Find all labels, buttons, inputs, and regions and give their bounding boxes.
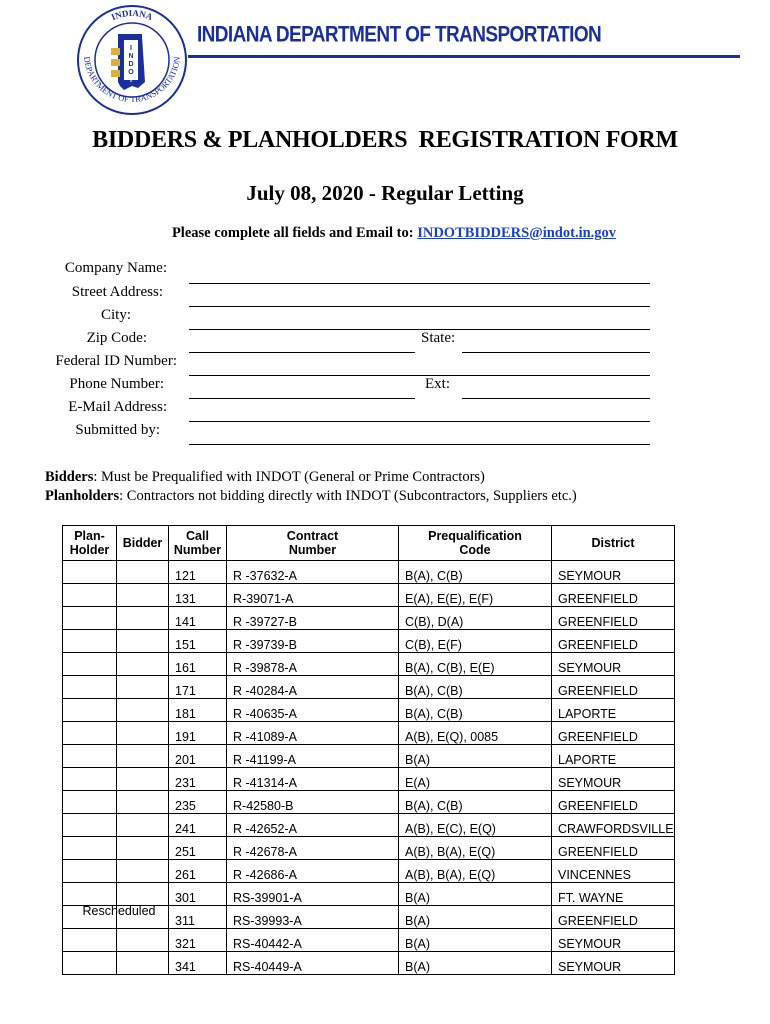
prequal-code-cell: B(A), C(B) bbox=[399, 676, 552, 699]
bidder-checkbox[interactable] bbox=[117, 699, 169, 722]
table-row bbox=[63, 860, 675, 883]
col-bidder: Bidder bbox=[117, 526, 169, 561]
state-field[interactable] bbox=[462, 352, 650, 353]
bidder-checkbox[interactable] bbox=[117, 883, 169, 906]
street-field[interactable] bbox=[189, 306, 650, 307]
table-header-row bbox=[63, 526, 675, 561]
bidder-checkbox[interactable] bbox=[117, 929, 169, 952]
bidder-checkbox[interactable] bbox=[117, 676, 169, 699]
prequal-code-cell: B(A) bbox=[399, 952, 552, 975]
prequal-code-cell: A(B), E(C), E(Q) bbox=[399, 814, 552, 837]
svg-text:O: O bbox=[128, 69, 134, 76]
prequal-code-cell: C(B), D(A) bbox=[399, 607, 552, 630]
call-number-cell: 231 bbox=[169, 768, 227, 791]
planholder-checkbox[interactable] bbox=[63, 722, 117, 745]
call-number-cell: 161 bbox=[169, 653, 227, 676]
bidders-label: Bidders bbox=[45, 469, 94, 485]
district-cell: SEYMOUR bbox=[552, 653, 675, 676]
prequal-code-cell: B(A), C(B) bbox=[399, 791, 552, 814]
planholder-checkbox[interactable] bbox=[63, 630, 117, 653]
district-cell: FT. WAYNE bbox=[552, 883, 675, 906]
prequal-code-cell: B(A) bbox=[399, 906, 552, 929]
col-contract-number: Contract Number bbox=[227, 526, 399, 561]
table-row bbox=[63, 768, 675, 791]
table-row bbox=[63, 584, 675, 607]
zip-field[interactable] bbox=[189, 352, 415, 353]
ext-field[interactable] bbox=[462, 398, 650, 399]
call-number-cell: 191 bbox=[169, 722, 227, 745]
call-number-cell: 321 bbox=[169, 929, 227, 952]
prequal-code-cell: A(B), B(A), E(Q) bbox=[399, 860, 552, 883]
call-number-cell: 181 bbox=[169, 699, 227, 722]
prequal-code-cell: B(A) bbox=[399, 745, 552, 768]
table-row bbox=[63, 883, 675, 906]
bidder-checkbox[interactable] bbox=[117, 952, 169, 975]
district-cell: GREENFIELD bbox=[552, 607, 675, 630]
svg-text:D: D bbox=[128, 61, 134, 68]
district-cell: SEYMOUR bbox=[552, 929, 675, 952]
call-number-cell: 301 bbox=[169, 883, 227, 906]
svg-text:T: T bbox=[128, 77, 134, 84]
contract-number-cell: R-42580-B bbox=[227, 791, 399, 814]
call-number-cell: 131 bbox=[169, 584, 227, 607]
bidder-checkbox[interactable] bbox=[117, 860, 169, 883]
call-number-cell: 235 bbox=[169, 791, 227, 814]
planholder-checkbox[interactable] bbox=[63, 561, 117, 584]
contract-number-cell: R -39727-B bbox=[227, 607, 399, 630]
bidder-checkbox[interactable] bbox=[117, 607, 169, 630]
district-cell: GREENFIELD bbox=[552, 906, 675, 929]
prequal-code-cell: B(A) bbox=[399, 929, 552, 952]
bidders-text: : Must be Prequalified with INDOT (General or Prime Contractors) bbox=[93, 469, 485, 485]
bidder-checkbox[interactable] bbox=[117, 561, 169, 584]
city-field[interactable] bbox=[189, 329, 650, 330]
submitted-by-field[interactable] bbox=[189, 444, 650, 445]
call-number-cell: 241 bbox=[169, 814, 227, 837]
contract-number-cell: RS-40442-A bbox=[227, 929, 399, 952]
planholders-text: : Contractors not bidding directly with INDOT (Subcontractors, Suppliers etc.) bbox=[119, 488, 577, 504]
call-number-cell: 171 bbox=[169, 676, 227, 699]
col-district: District bbox=[552, 526, 675, 561]
contract-number-cell: R -41199-A bbox=[227, 745, 399, 768]
prequal-code-cell: B(A) bbox=[399, 883, 552, 906]
header-rule bbox=[188, 55, 740, 58]
bidder-checkbox[interactable] bbox=[117, 791, 169, 814]
contract-number-cell: R -37632-A bbox=[227, 561, 399, 584]
district-cell: LAPORTE bbox=[552, 745, 675, 768]
contract-number-cell: R -42686-A bbox=[227, 860, 399, 883]
planholder-checkbox[interactable] bbox=[63, 837, 117, 860]
planholder-checkbox[interactable] bbox=[63, 883, 117, 906]
call-number-cell: 141 bbox=[169, 607, 227, 630]
federal-id-label: Federal ID Number: bbox=[55, 353, 177, 369]
district-cell: GREENFIELD bbox=[552, 791, 675, 814]
table-row bbox=[63, 929, 675, 952]
contract-number-cell: RS-39901-A bbox=[227, 883, 399, 906]
call-number-cell: 311 bbox=[169, 906, 227, 929]
notes bbox=[45, 468, 577, 506]
district-cell: VINCENNES bbox=[552, 860, 675, 883]
col-planholder: Plan- Holder bbox=[63, 526, 117, 561]
form-title: BIDDERS & PLANHOLDERS REGISTRATION FORM bbox=[92, 127, 678, 153]
planholder-checkbox[interactable] bbox=[63, 791, 117, 814]
phone-field[interactable] bbox=[189, 398, 415, 399]
department-title: INDIANA DEPARTMENT OF TRANSPORTATION bbox=[197, 23, 602, 48]
planholder-checkbox[interactable] bbox=[63, 952, 117, 975]
table-row bbox=[63, 952, 675, 975]
table-row bbox=[63, 745, 675, 768]
planholder-checkbox[interactable] bbox=[63, 699, 117, 722]
bidder-checkbox[interactable] bbox=[117, 745, 169, 768]
planholder-checkbox[interactable] bbox=[63, 607, 117, 630]
bidder-checkbox[interactable] bbox=[117, 584, 169, 607]
prequal-code-cell: C(B), E(F) bbox=[399, 630, 552, 653]
state-label: State: bbox=[421, 330, 456, 346]
planholder-checkbox[interactable] bbox=[63, 653, 117, 676]
contract-number-cell: RS-39993-A bbox=[227, 906, 399, 929]
district-cell: LAPORTE bbox=[552, 699, 675, 722]
zip-label: Zip Code: bbox=[86, 330, 147, 346]
rescheduled-label: Rescheduled bbox=[82, 904, 156, 918]
bidder-checkbox[interactable] bbox=[117, 768, 169, 791]
bidders-note bbox=[45, 468, 577, 487]
planholders-label: Planholders bbox=[45, 488, 120, 504]
email-link[interactable]: INDOTBIDDERS@indot.in.gov bbox=[417, 225, 617, 241]
contract-number-cell: R -42652-A bbox=[227, 814, 399, 837]
call-number-cell: 251 bbox=[169, 837, 227, 860]
call-number-cell: 151 bbox=[169, 630, 227, 653]
bidder-checkbox[interactable] bbox=[117, 722, 169, 745]
call-number-cell: 121 bbox=[169, 561, 227, 584]
call-number-cell: 261 bbox=[169, 860, 227, 883]
district-cell: SEYMOUR bbox=[552, 952, 675, 975]
contract-number-cell: R -42678-A bbox=[227, 837, 399, 860]
prequal-code-cell: E(A) bbox=[399, 768, 552, 791]
planholder-checkbox[interactable] bbox=[63, 814, 117, 837]
submitted-by-label: Submitted by: bbox=[75, 422, 160, 438]
col-prequal-code: Prequalification Code bbox=[399, 526, 552, 561]
prequal-code-cell: B(A), C(B), E(E) bbox=[399, 653, 552, 676]
prequal-code-cell: E(A), E(E), E(F) bbox=[399, 584, 552, 607]
table-row bbox=[63, 676, 675, 699]
company-field[interactable] bbox=[189, 283, 650, 284]
table-row bbox=[63, 699, 675, 722]
bidder-checkbox[interactable] bbox=[117, 837, 169, 860]
city-label: City: bbox=[100, 307, 131, 323]
district-cell: CRAWFORDSVILLE bbox=[552, 814, 675, 837]
planholder-checkbox[interactable] bbox=[63, 745, 117, 768]
call-number-cell: 201 bbox=[169, 745, 227, 768]
svg-text:INDIANA bbox=[110, 8, 155, 22]
district-cell: GREENFIELD bbox=[552, 584, 675, 607]
contract-number-cell: R -40635-A bbox=[227, 699, 399, 722]
prequal-code-cell: B(A), C(B) bbox=[399, 561, 552, 584]
email-label: E-Mail Address: bbox=[68, 399, 167, 415]
contract-number-cell: RS-40449-A bbox=[227, 952, 399, 975]
street-label: Street Address: bbox=[71, 284, 163, 300]
contract-number-cell: R -41089-A bbox=[227, 722, 399, 745]
contract-number-cell: R -40284-A bbox=[227, 676, 399, 699]
table-row bbox=[63, 561, 675, 584]
district-cell: SEYMOUR bbox=[552, 561, 675, 584]
instructions-text: Please complete all fields and Email to: bbox=[171, 225, 418, 241]
prequal-code-cell: A(B), B(A), E(Q) bbox=[399, 837, 552, 860]
planholder-checkbox[interactable] bbox=[63, 768, 117, 791]
planholders-note bbox=[45, 487, 577, 506]
email-field[interactable] bbox=[189, 421, 650, 422]
district-cell: GREENFIELD bbox=[552, 722, 675, 745]
federal-id-field[interactable] bbox=[189, 375, 650, 376]
phone-label: Phone Number: bbox=[69, 376, 164, 392]
district-cell: GREENFIELD bbox=[552, 676, 675, 699]
prequal-code-cell: B(A), C(B) bbox=[399, 699, 552, 722]
planholder-checkbox[interactable] bbox=[63, 676, 117, 699]
contract-number-cell: R -41314-A bbox=[227, 768, 399, 791]
district-cell: GREENFIELD bbox=[552, 630, 675, 653]
call-number-cell: 341 bbox=[169, 952, 227, 975]
svg-text:N: N bbox=[128, 53, 134, 60]
contract-number-cell: R-39071-A bbox=[227, 584, 399, 607]
planholder-checkbox[interactable] bbox=[63, 584, 117, 607]
contract-number-cell: R -39878-A bbox=[227, 653, 399, 676]
bidder-checkbox[interactable] bbox=[117, 653, 169, 676]
table-row bbox=[63, 837, 675, 860]
indot-seal-icon bbox=[76, 4, 188, 116]
ext-label: Ext: bbox=[425, 376, 450, 392]
table-row bbox=[63, 653, 675, 676]
company-label: Company Name: bbox=[64, 260, 167, 276]
bidder-checkbox[interactable] bbox=[117, 630, 169, 653]
instructions bbox=[0, 225, 770, 242]
table-row bbox=[63, 607, 675, 630]
table-row bbox=[63, 722, 675, 745]
bidder-checkbox[interactable] bbox=[117, 814, 169, 837]
contract-number-cell: R -39739-B bbox=[227, 630, 399, 653]
letting-date: July 08, 2020 - Regular Letting bbox=[246, 181, 524, 205]
planholder-checkbox[interactable] bbox=[63, 860, 117, 883]
district-cell: GREENFIELD bbox=[552, 837, 675, 860]
planholder-checkbox[interactable] bbox=[63, 929, 117, 952]
svg-text:I: I bbox=[130, 45, 132, 52]
seal-bottom-text: DEPARTMENT OF TRANSPORTATION bbox=[82, 55, 182, 105]
district-cell: SEYMOUR bbox=[552, 768, 675, 791]
table-row bbox=[63, 791, 675, 814]
col-call-number: Call Number bbox=[169, 526, 227, 561]
seal-top-text: INDIANA bbox=[109, 7, 155, 23]
prequal-code-cell: A(B), E(Q), 0085 bbox=[399, 722, 552, 745]
table-row bbox=[63, 814, 675, 837]
table-row bbox=[63, 630, 675, 653]
